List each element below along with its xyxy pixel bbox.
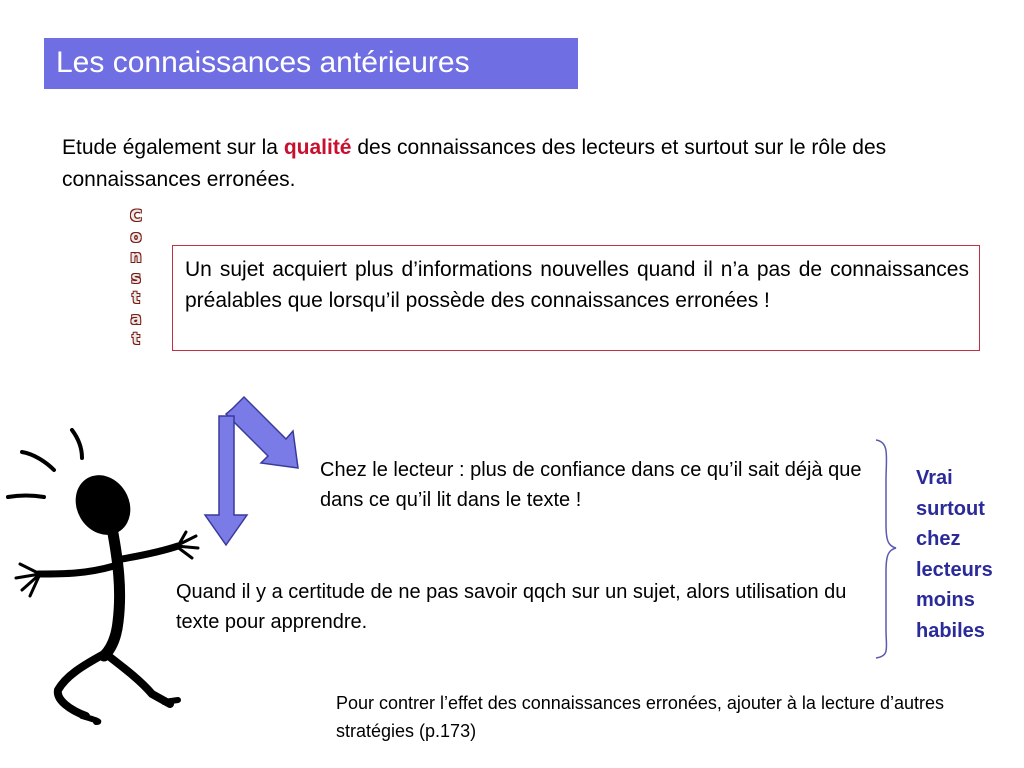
finding-box: Un sujet acquiert plus d’informations nouvelles quand il n’a pas de connaissances préalables que lorsqu’il possède des connaissances erronées ! <box>172 245 980 351</box>
intro-text-end: des connaissances des lecteurs et surtout sur le rôle des connaissances erronées. <box>62 136 887 191</box>
intro-highlight: qualité <box>283 136 352 159</box>
diagonal-arrow-icon <box>226 397 298 468</box>
vertical-letter: n <box>130 247 142 266</box>
consequence-reader: Chez le lecteur : plus de confiance dans ce qu’il sait déjà que dans ce qu’il lit dans le texte ! <box>320 459 862 511</box>
vertical-letter: o <box>130 226 142 246</box>
slide-title: Les connaissances antérieures <box>56 46 470 79</box>
stick-figure-icon <box>8 430 198 722</box>
bracket-note: Vrai surtout chez lecteurs moins habiles <box>916 467 993 642</box>
vertical-letter: a <box>130 308 142 328</box>
footer-note: Pour contrer l’effet des connaissances erronées, ajouter à la lecture d’autres stratégies (p.173) <box>336 693 945 741</box>
intro-text-start: Etude également sur la <box>62 136 284 159</box>
consequence-certainty: Quand il y a certitude de ne pas savoir qqch sur un sujet, alors utilisation du texte pour apprendre. <box>176 581 847 633</box>
vertical-letter: t <box>132 288 140 307</box>
vertical-letter: t <box>132 329 140 348</box>
down-arrow-icon <box>205 416 247 545</box>
vertical-letter: s <box>131 267 141 287</box>
vertical-letter: C <box>130 206 142 225</box>
